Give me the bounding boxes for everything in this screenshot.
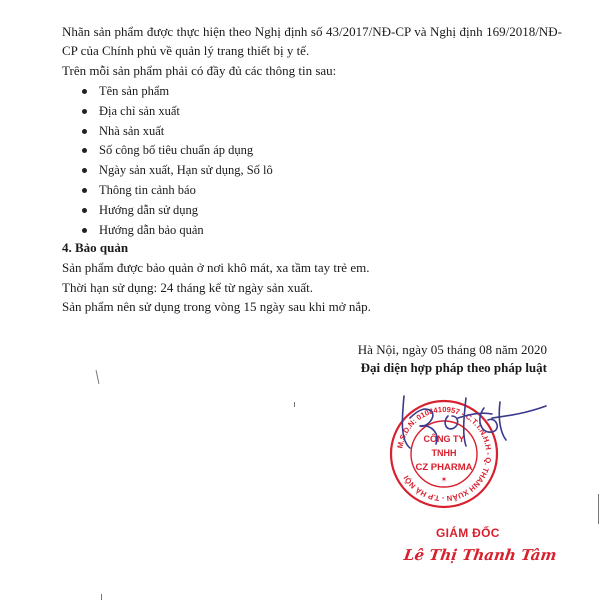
list-item	[82, 161, 273, 181]
list-item-text: Tên sản phẩm	[99, 84, 170, 98]
scan-mark	[598, 494, 599, 524]
list-item-text: Thông tin cảnh báo	[99, 182, 196, 197]
storage-lines	[62, 258, 371, 317]
list-item-text: Ngày sản xuất, Hạn sử dụng, Số lô	[99, 163, 273, 178]
storage-line: Thời hạn sử dụng: 24 tháng kể từ ngày sản xuất.	[62, 279, 313, 295]
bullet-icon	[82, 188, 87, 193]
bullet-icon	[82, 89, 87, 94]
list-item	[82, 122, 273, 142]
scan-mark	[96, 370, 100, 384]
storage-line: Sản phẩm được bảo quản ở nơi khô mát, xa tầm tay trẻ em.	[62, 260, 370, 275]
list-item-text: Địa chỉ sản xuất	[99, 103, 180, 118]
bullet-icon	[82, 228, 87, 233]
label-info-list	[82, 82, 273, 240]
storage-heading: 4. Bảo quản	[62, 240, 129, 255]
place-date: Hà Nội, ngày 05 tháng 08 năm 2020	[357, 342, 547, 357]
bullet-icon	[82, 148, 87, 153]
bullet-icon	[82, 109, 87, 114]
svg-text:M.S.D.N: 0108410957 - C.T.T.N.: M.S.D.N: 0108410957 - C.T.T.N.H.H - Q. THANH XUÂN - T.P HÀ NỘI	[395, 404, 494, 504]
list-item	[82, 181, 273, 201]
list-item	[82, 201, 273, 221]
list-item-text: Hướng dẫn sử dụng	[99, 202, 198, 217]
svg-text:CZ PHARMA: CZ PHARMA	[415, 462, 473, 473]
list-item-text: Hướng dẫn bảo quản	[99, 222, 204, 237]
scan-mark	[101, 594, 102, 600]
list-item	[82, 102, 273, 122]
handwritten-signature	[396, 388, 556, 468]
storage-line: Sản phẩm nên sử dụng trong vòng 15 ngày sau khi mở nắp.	[62, 299, 371, 314]
scan-mark	[294, 402, 295, 407]
list-item-text: Số công bố tiêu chuẩn áp dụng	[99, 143, 254, 158]
legal-representative: Đại diện hợp pháp theo pháp luật	[360, 360, 547, 375]
list-item-text: Nhà sản xuất	[99, 123, 165, 138]
signer-name: Lê Thị Thanh Tâm	[402, 546, 558, 564]
svg-text:✶: ✶	[440, 475, 448, 484]
bullet-icon	[82, 208, 87, 213]
svg-text:CÔNG TY: CÔNG TY	[423, 434, 465, 444]
bullet-icon	[82, 168, 87, 173]
bullet-icon	[82, 129, 87, 134]
regulation-paragraph: Nhãn sản phẩm được thực hiện theo Nghị định số 43/2017/NĐ-CP và Nghị định 169/2018/NĐ-CP của Chính phủ về quản lý trang thiết bị y tế.	[62, 24, 562, 58]
list-item	[82, 141, 273, 161]
signer-position: GIÁM ĐỐC	[436, 526, 500, 540]
info-lead: Trên mỗi sản phẩm phải có đầy đủ các thông tin sau:	[62, 63, 337, 78]
svg-text:TNHH: TNHH	[431, 448, 457, 458]
list-item	[82, 82, 273, 102]
